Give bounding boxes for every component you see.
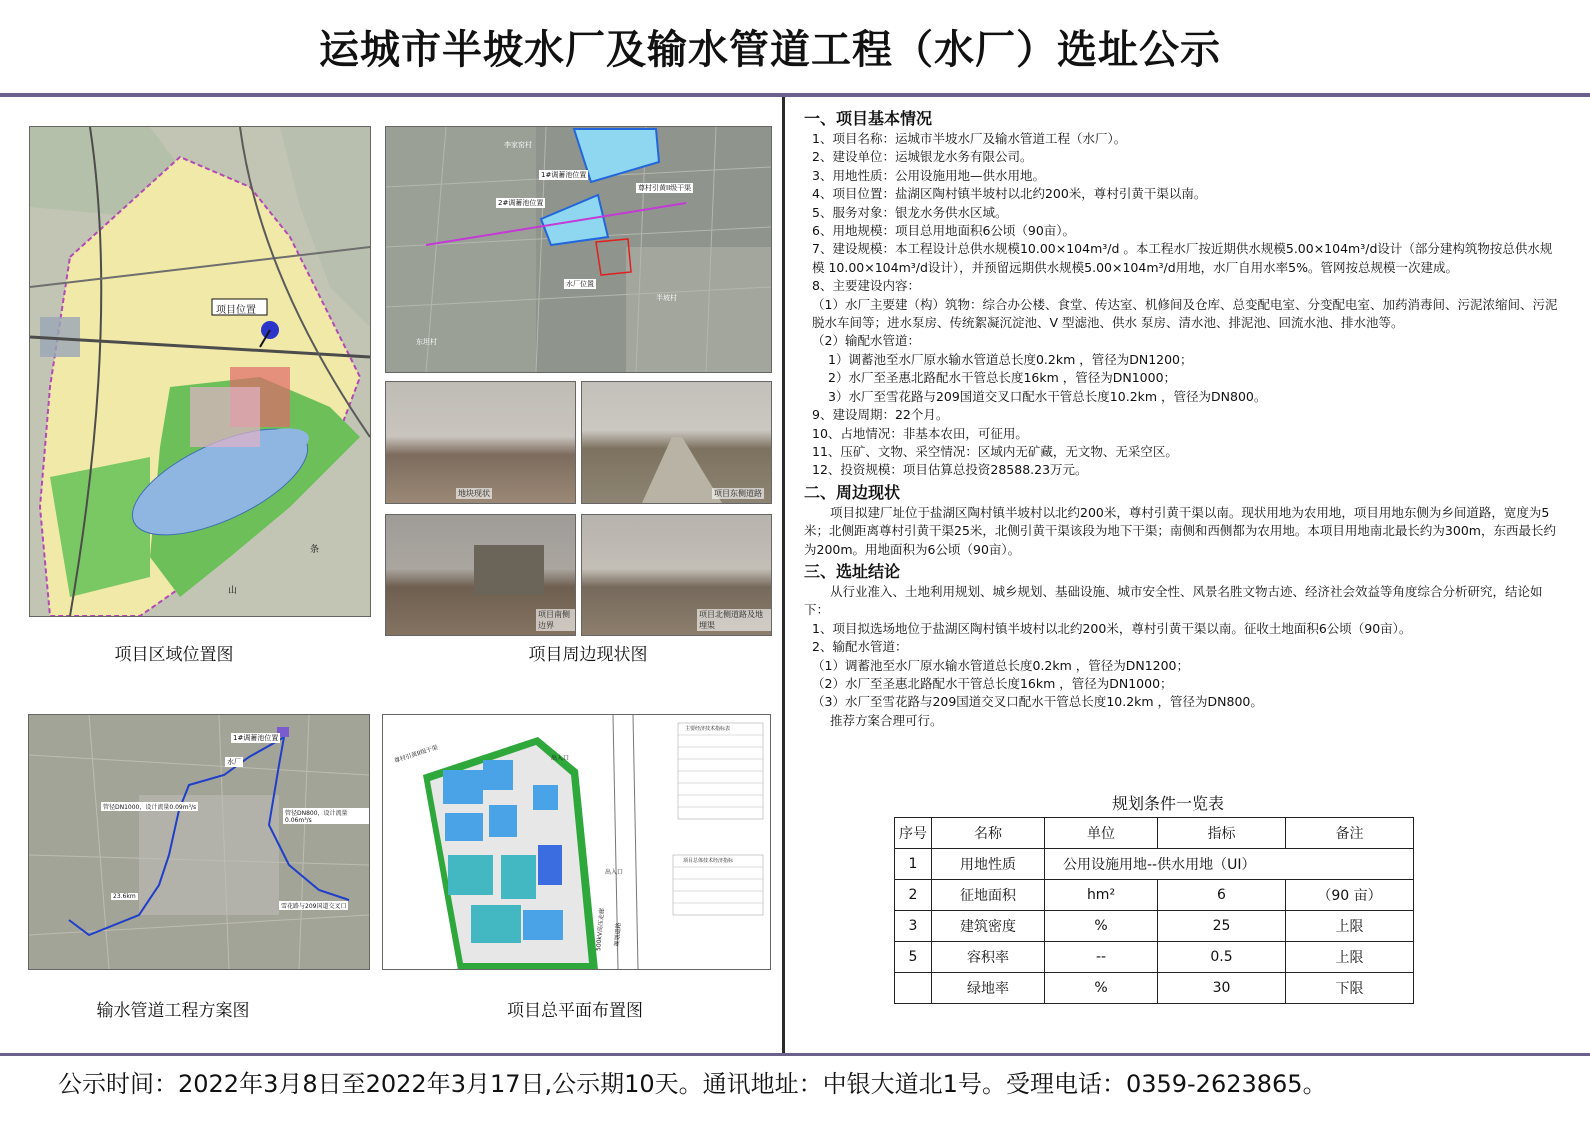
caption-site-plan: 项目总平面布置图 (507, 1001, 643, 1021)
aerial-label-plant: 水厂位置 (566, 280, 594, 288)
table-row (895, 849, 1414, 880)
table-title: 规划条件一览表 (1111, 794, 1224, 813)
pipeline-label-length: 23.6km (113, 893, 136, 900)
section-paragraph: 2）水厂至圣惠北路配水干管总长度16km ，管径为DN1000； (828, 370, 1177, 386)
section-paragraph: 2、建设单位：运城银龙水务有限公司。 (812, 149, 1033, 165)
section-paragraph: 项目拟建厂址位于盐湖区陶村镇半坡村以北约200米，尊村引黄干渠以南。现状用地为农用地，项目用地东侧为乡间道路，宽度为5米；北侧距离尊村引黄干渠25米，北侧引黄干渠该段为地下干渠；南侧和西侧都为农用地。本项目用地南北最长约为300m，东西最长约为200m。用地面积为6公顷（90亩）。 (804, 504, 1556, 557)
aerial-photo (385, 126, 772, 373)
section-paragraph: 5、服务对象：银龙水务供水区域。 (812, 204, 1008, 220)
photo-caption-1: 地块现状 (458, 489, 490, 498)
section-paragraph: 9、建设周期：22个月。 (812, 407, 949, 423)
section-paragraph: （1）水厂主要建（构）筑物：综合办公楼、食堂、传达室、机修间及仓库、总变配电室、分变配电室、加药消毒间、污泥浓缩间、污泥脱水车间等；进水泵房、传统絮凝沉淀池、V 型滤池、供水 泵房、清水池、排泥池、回流水池、排水池等。 (812, 296, 1558, 331)
table-row (895, 880, 1414, 911)
aerial-graphic (386, 127, 771, 372)
top-divider (0, 93, 1590, 97)
table-header: 名称 (932, 818, 1045, 849)
pipeline-label-seg2: 管径DN800，设计流量0.06m³/s (283, 808, 369, 824)
table-cell: 5 (895, 942, 932, 973)
photo-caption-3: 项目南侧边界 (536, 609, 575, 631)
table-cell: 25 (1158, 911, 1286, 942)
photo-caption-4: 项目北侧道路及地埋渠 (697, 609, 771, 631)
site-plan-label-canal: 尊村引黄II级干渠 (393, 744, 439, 765)
section-paragraph: 3）水厂至雪花路与209国道交叉口配水干管总长度10.2km ，管径为DN800。 (828, 388, 1267, 404)
caption-surroundings: 项目周边现状图 (528, 645, 648, 665)
section-paragraph: 10、占地情况：非基本农田，可征用。 (812, 425, 1028, 441)
section-paragraph: 3、用地性质：公用设施用地—供水用地。 (812, 167, 1045, 183)
table-cell: 0.5 (1158, 942, 1286, 973)
section-paragraph: 2、输配水管道： (812, 639, 908, 655)
site-photo-2 (581, 381, 772, 504)
pipeline-graphic (29, 715, 369, 969)
aerial-label-pool2: 2#调蓄池位置 (498, 199, 544, 207)
section-heading: 三、选址结论 (804, 561, 901, 581)
site-plan (382, 714, 771, 970)
table-cell: 2 (895, 880, 932, 911)
building-shape (474, 545, 544, 595)
table-row (895, 942, 1414, 973)
table-row (895, 911, 1414, 942)
table-cell: 30 (1158, 973, 1286, 1004)
table-cell: （90 亩） (1286, 880, 1414, 911)
table-cell: 容积率 (932, 942, 1045, 973)
road-graphic (582, 382, 771, 503)
pipeline-label-end: 雪花路与209国道交叉口 (281, 903, 347, 910)
table-cell: 公用设施用地--供水用地（UI） (1045, 849, 1414, 880)
caption-region-map: 项目区域位置图 (114, 645, 234, 665)
aerial-label-village2: 半坡村 (656, 294, 677, 302)
section-paragraph: 8、主要建设内容： (812, 278, 920, 294)
pipeline-label-start: 1#调蓄池位置 (233, 734, 279, 742)
pipeline-label-seg1: 管径DN1000，设计流量0.09m³/s (103, 804, 197, 811)
table-cell: 用地性质 (932, 849, 1045, 880)
table-cell: -- (1045, 942, 1158, 973)
table-header: 指标 (1158, 818, 1286, 849)
table-cell: 1 (895, 849, 932, 880)
aerial-label-village1: 李家窑村 (504, 141, 532, 149)
section-paragraph: 推荐方案合理可行。 (830, 712, 943, 728)
site-photo-4 (581, 514, 772, 636)
footer-contact: 公示时间：2022年3月8日至2022年3月17日,公示期10天。通讯地址：中银大道北1号。受理电话：0359-2623865。 (58, 1070, 1327, 1098)
map-label-shan: 山 (228, 586, 238, 596)
table-header: 序号 (895, 818, 932, 849)
table-cell: % (1045, 911, 1158, 942)
aerial-label-canal: 尊村引黄II级干渠 (638, 184, 692, 192)
section-paragraph: （2）水厂至圣惠北路配水干管总长度16km ，管径为DN1000； (812, 675, 1173, 691)
site-plan-label-entrance1: 出入口 (551, 755, 570, 762)
section-paragraph: （2）输配水管道： (812, 333, 920, 349)
section-paragraph: （1）调蓄池至水厂原水输水管道总长度0.2km ，管径为DN1200； (812, 657, 1190, 673)
map-label-tiao: 条 (310, 545, 320, 555)
column-divider (782, 97, 785, 1053)
table-cell: 征地面积 (932, 880, 1045, 911)
notice-text (804, 106, 1564, 730)
table-cell: % (1045, 973, 1158, 1004)
bottom-divider (0, 1053, 1590, 1056)
table-cell: hm² (1045, 880, 1158, 911)
section-paragraph: 1、项目拟选场地位于盐湖区陶村镇半坡村以北约200米，尊村引黄干渠以南。征收土地面积6公顷（90亩）。 (812, 620, 1412, 636)
site-photo-3 (385, 514, 576, 636)
section-paragraph: 11、压矿、文物、采空情况：区域内无矿藏，无文物、无采空区。 (812, 443, 1178, 459)
table-cell: 绿地率 (932, 973, 1045, 1004)
project-location-label: 项目位置 (216, 305, 256, 316)
table-cell: 上限 (1286, 942, 1414, 973)
photo-caption-2: 项目东侧道路 (714, 489, 762, 498)
section-paragraph: 从行业准入、土地利用规划、城乡规划、基础设施、城市安全性、风景名胜文物古迹、经济社会效益等角度综合分析研究，结论如下： (804, 583, 1543, 618)
site-plan-table2-title: 项目总体技术经济指标 (683, 858, 734, 864)
section-paragraph: 1）调蓄池至水厂原水输水管道总长度0.2km ，管径为DN1200； (828, 351, 1193, 367)
table-header: 备注 (1286, 818, 1414, 849)
table-cell: 3 (895, 911, 932, 942)
table-header-row (895, 818, 1414, 849)
section-paragraph: （3）水厂至雪花路与209国道交叉口配水干管总长度10.2km ，管径为DN800。 (812, 694, 1263, 710)
caption-pipeline: 输水管道工程方案图 (96, 1001, 250, 1021)
section-paragraph: 6、用地规模：项目总用地面积6公顷（90亩）。 (812, 223, 1076, 239)
table-cell: 下限 (1286, 973, 1414, 1004)
section-paragraph: 7、建设规模：本工程设计总供水规模10.00×104m³/d 。本工程水厂按近期供水规模5.00×104m³/d设计（部分建构筑物按总供水规模 10.00×104m³/d设计），并预留远期供水规模5.00×104m³/d用地，水厂自用水率5%。管网按总规模一次建成。 (812, 241, 1553, 275)
pipeline-label-plant: 水厂 (227, 758, 241, 766)
site-plan-table1-title: 主要经济技术指标表 (685, 726, 731, 732)
site-plan-label-entrance2: 出入口 (605, 869, 624, 876)
aerial-label-pool1: 1#调蓄池位置 (541, 171, 587, 179)
section-paragraph: 1、项目名称：运城市半坡水厂及输水管道工程（水厂）。 (812, 131, 1127, 146)
table-cell: 建筑密度 (932, 911, 1045, 942)
table-cell: 上限 (1286, 911, 1414, 942)
table-cell: 6 (1158, 880, 1286, 911)
section-paragraph: 12、投资规模：项目估算总投资28588.23万元。 (812, 462, 1088, 478)
site-plan-label-road1: 500kV高压走廊 (595, 907, 606, 952)
planning-conditions-table (894, 817, 1414, 1004)
table-header: 单位 (1045, 818, 1158, 849)
page-title: 运城市半坡水厂及输水管道工程（水厂）选址公示 (319, 27, 1221, 73)
pipeline-map (28, 714, 370, 970)
region-location-map (29, 126, 371, 617)
section-heading: 二、周边现状 (804, 482, 901, 502)
site-plan-graphic (383, 715, 770, 969)
table-row (895, 973, 1414, 1004)
aerial-label-village3: 东坦村 (416, 338, 437, 346)
site-plan-label-road2: 规划道路 (613, 922, 623, 947)
site-photo-1 (385, 381, 576, 504)
table-cell (895, 973, 932, 1004)
section-heading: 一、项目基本情况 (804, 109, 933, 128)
section-paragraph: 4、项目位置：盐湖区陶村镇半坡村以北约200米，尊村引黄干渠以南。 (812, 186, 1207, 202)
